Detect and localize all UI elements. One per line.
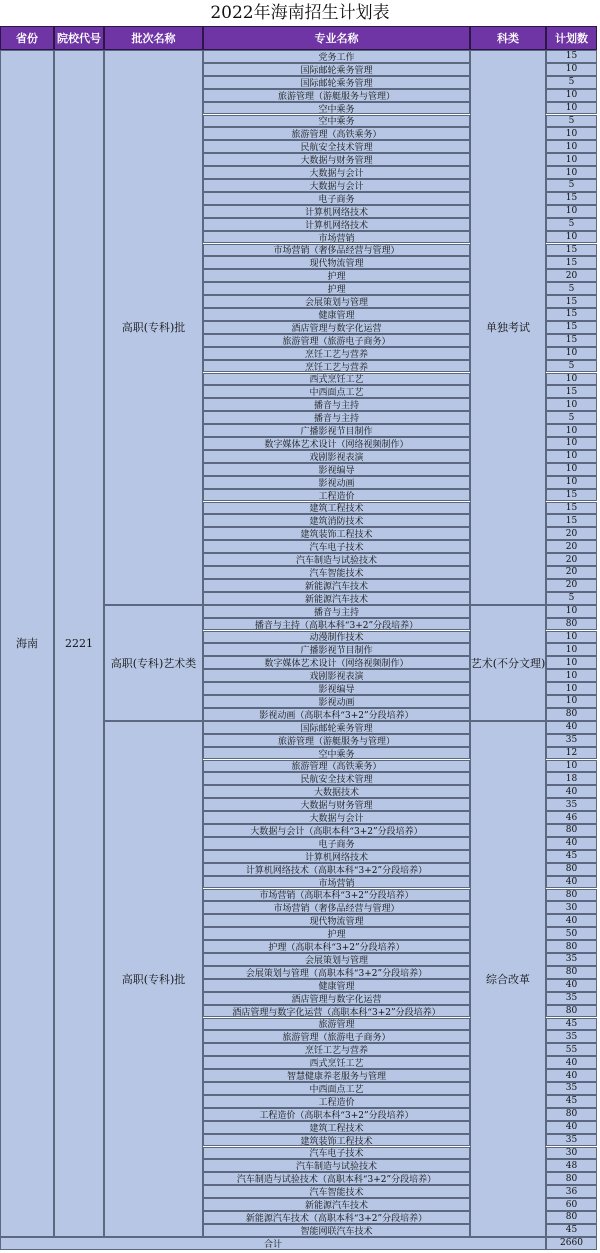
header-batch: 批次名称	[104, 26, 203, 50]
major-name-cell: 新能源汽车技术	[203, 1198, 470, 1211]
major-name-cell: 会展策划与管理	[203, 953, 470, 966]
plan-count-cell: 5	[546, 179, 597, 192]
major-name-cell: 戏剧影视表演	[203, 450, 470, 463]
plan-count-cell: 45	[546, 850, 597, 863]
plan-count-cell: 80	[546, 1172, 597, 1185]
plan-count-cell: 46	[546, 811, 597, 824]
major-name-cell: 旅游管理（游艇服务与管理）	[203, 734, 470, 747]
plan-count-cell: 35	[546, 1082, 597, 1095]
plan-count-cell: 80	[546, 618, 597, 631]
plan-count-cell: 10	[546, 760, 597, 773]
plan-count-cell: 40	[546, 785, 597, 798]
major-name-cell: 汽车制造与试验技术（高职本科“3+2”分段培养）	[203, 1172, 470, 1185]
plan-count-cell: 10	[546, 153, 597, 166]
plan-count-cell: 10	[546, 373, 597, 386]
plan-count-cell: 20	[546, 540, 597, 553]
plan-count-cell: 35	[546, 1030, 597, 1043]
plan-count-cell: 10	[546, 424, 597, 437]
major-name-cell: 汽车智能技术	[203, 1185, 470, 1198]
major-name-cell: 建筑装饰工程技术	[203, 1134, 470, 1147]
major-name-cell: 大数据与会计	[203, 811, 470, 824]
major-name-cell: 大数据技术	[203, 785, 470, 798]
major-name-cell: 汽车制造与试验技术	[203, 553, 470, 566]
province-cell: 海南	[0, 50, 54, 1237]
plan-count-cell: 20	[546, 566, 597, 579]
major-name-cell: 大数据与财务管理	[203, 153, 470, 166]
plan-count-cell: 35	[546, 992, 597, 1005]
major-name-cell: 播音与主持（高职本科“3+2”分段培养）	[203, 618, 470, 631]
plan-count-cell: 5	[546, 360, 597, 373]
plan-count-cell: 35	[546, 798, 597, 811]
plan-count-cell: 45	[546, 1224, 597, 1237]
major-name-cell: 工程造价	[203, 489, 470, 502]
major-name-cell: 市场营销	[203, 876, 470, 889]
major-name-cell: 酒店管理与数字化运营	[203, 321, 470, 334]
plan-count-cell: 80	[546, 863, 597, 876]
major-name-cell: 计算机网络技术	[203, 205, 470, 218]
major-name-cell: 现代物流管理	[203, 256, 470, 269]
major-name-cell: 影视动画	[203, 695, 470, 708]
major-name-cell: 烹饪工艺与营养	[203, 360, 470, 373]
major-name-cell: 民航安全技术管理	[203, 140, 470, 153]
plan-count-cell: 10	[546, 695, 597, 708]
major-name-cell: 电子商务	[203, 192, 470, 205]
major-name-cell: 现代物流管理	[203, 914, 470, 927]
plan-count-cell: 5	[546, 76, 597, 89]
plan-count-cell: 5	[546, 115, 597, 128]
plan-count-cell: 40	[546, 876, 597, 889]
plan-count-cell: 15	[546, 502, 597, 515]
major-name-cell: 汽车制造与试验技术	[203, 1159, 470, 1172]
category-cell: 艺术(不分文理)	[470, 605, 546, 721]
major-name-cell: 智能网联汽车技术	[203, 1224, 470, 1237]
plan-count-cell: 15	[546, 385, 597, 398]
major-name-cell: 健康管理	[203, 979, 470, 992]
major-name-cell: 播音与主持	[203, 605, 470, 618]
category-cell: 综合改革	[470, 721, 546, 1237]
plan-count-cell: 40	[546, 1056, 597, 1069]
plan-count-cell: 15	[546, 50, 597, 63]
major-name-cell: 新能源汽车技术（高职本科“3+2”分段培养）	[203, 1211, 470, 1224]
plan-count-cell: 10	[546, 631, 597, 644]
major-name-cell: 市场营销（高职本科“3+2”分段培养）	[203, 889, 470, 902]
major-name-cell: 旅游管理（高铁乘务）	[203, 760, 470, 773]
plan-count-cell: 36	[546, 1185, 597, 1198]
plan-count-cell: 40	[546, 1069, 597, 1082]
major-name-cell: 大数据与会计	[203, 166, 470, 179]
header-major: 专业名称	[203, 26, 470, 50]
plan-count-cell: 15	[546, 244, 597, 257]
plan-count-cell: 15	[546, 295, 597, 308]
plan-count-cell: 40	[546, 1121, 597, 1134]
plan-count-cell: 10	[546, 231, 597, 244]
header-plan-count: 计划数	[546, 26, 597, 50]
major-name-cell: 国际邮轮乘务管理	[203, 721, 470, 734]
major-name-cell: 播音与主持	[203, 398, 470, 411]
plan-count-cell: 10	[546, 347, 597, 360]
major-name-cell: 党务工作	[203, 50, 470, 63]
major-name-cell: 国际邮轮乘务管理	[203, 63, 470, 76]
plan-count-cell: 10	[546, 437, 597, 450]
plan-count-cell: 50	[546, 927, 597, 940]
plan-count-cell: 45	[546, 1095, 597, 1108]
major-name-cell: 旅游管理（旅游电子商务）	[203, 1030, 470, 1043]
major-name-cell: 建筑工程技术	[203, 502, 470, 515]
plan-count-cell: 10	[546, 669, 597, 682]
major-name-cell: 会展策划与管理（高职本科“3+2”分段培养）	[203, 966, 470, 979]
plan-count-cell: 10	[546, 140, 597, 153]
major-name-cell: 智慧健康养老服务与管理	[203, 1069, 470, 1082]
plan-count-cell: 80	[546, 824, 597, 837]
plan-count-cell: 30	[546, 1147, 597, 1160]
major-name-cell: 动漫制作技术	[203, 631, 470, 644]
major-name-cell: 影视编导	[203, 463, 470, 476]
plan-count-cell: 10	[546, 450, 597, 463]
major-name-cell: 数字媒体艺术设计（网络视频制作）	[203, 437, 470, 450]
plan-count-cell: 10	[546, 63, 597, 76]
major-name-cell: 中西面点工艺	[203, 1082, 470, 1095]
plan-count-cell: 10	[546, 476, 597, 489]
school-code-cell: 2221	[54, 50, 104, 1237]
major-name-cell: 广播影视节目制作	[203, 643, 470, 656]
major-name-cell: 汽车电子技术	[203, 540, 470, 553]
plan-count-cell: 5	[546, 218, 597, 231]
major-name-cell: 戏剧影视表演	[203, 669, 470, 682]
plan-count-cell: 20	[546, 269, 597, 282]
major-name-cell: 空中乘务	[203, 747, 470, 760]
plan-count-cell: 80	[546, 1005, 597, 1018]
major-name-cell: 大数据与会计	[203, 179, 470, 192]
plan-count-cell: 10	[546, 205, 597, 218]
major-name-cell: 计算机网络技术	[203, 850, 470, 863]
major-name-cell: 新能源汽车技术	[203, 592, 470, 605]
major-name-cell: 国际邮轮乘务管理	[203, 76, 470, 89]
plan-count-cell: 35	[546, 1134, 597, 1147]
major-name-cell: 汽车电子技术	[203, 1147, 470, 1160]
plan-count-cell: 5	[546, 411, 597, 424]
major-name-cell: 酒店管理与数字化运营	[203, 992, 470, 1005]
header-category: 科类	[470, 26, 546, 50]
major-name-cell: 汽车智能技术	[203, 566, 470, 579]
major-name-cell: 烹饪工艺与营养	[203, 1043, 470, 1056]
major-name-cell: 工程造价（高职本科“3+2”分段培养）	[203, 1108, 470, 1121]
plan-count-cell: 15	[546, 256, 597, 269]
major-name-cell: 新能源汽车技术	[203, 579, 470, 592]
major-name-cell: 工程造价	[203, 1095, 470, 1108]
category-cell: 单独考试	[470, 50, 546, 605]
plan-count-cell: 20	[546, 579, 597, 592]
major-name-cell: 影视动画	[203, 476, 470, 489]
total-label: 合计	[0, 1237, 546, 1250]
plan-count-cell: 15	[546, 514, 597, 527]
major-name-cell: 烹饪工艺与营养	[203, 347, 470, 360]
plan-count-cell: 40	[546, 721, 597, 734]
plan-count-cell: 10	[546, 166, 597, 179]
major-name-cell: 酒店管理与数字化运营（高职本科“3+2”分段培养）	[203, 1005, 470, 1018]
plan-count-cell: 10	[546, 127, 597, 140]
plan-count-cell: 60	[546, 1198, 597, 1211]
major-name-cell: 护理（高职本科“3+2”分段培养）	[203, 940, 470, 953]
plan-count-cell: 30	[546, 901, 597, 914]
major-name-cell: 民航安全技术管理	[203, 772, 470, 785]
major-name-cell: 旅游管理（游艇服务与管理）	[203, 89, 470, 102]
major-name-cell: 护理	[203, 927, 470, 940]
major-name-cell: 建筑工程技术	[203, 1121, 470, 1134]
plan-count-cell: 80	[546, 1211, 597, 1224]
plan-count-cell: 5	[546, 592, 597, 605]
major-name-cell: 西式烹饪工艺	[203, 1056, 470, 1069]
plan-count-cell: 80	[546, 940, 597, 953]
plan-count-cell: 15	[546, 308, 597, 321]
major-name-cell: 数字媒体艺术设计（网络视频制作）	[203, 656, 470, 669]
plan-count-cell: 10	[546, 682, 597, 695]
plan-count-cell: 35	[546, 734, 597, 747]
major-name-cell: 旅游管理（高铁乘务）	[203, 127, 470, 140]
major-name-cell: 会展策划与管理	[203, 295, 470, 308]
plan-count-cell: 20	[546, 553, 597, 566]
plan-count-cell: 18	[546, 772, 597, 785]
plan-count-cell: 80	[546, 708, 597, 721]
plan-count-cell: 10	[546, 656, 597, 669]
major-name-cell: 影视动画（高职本科“3+2”分段培养）	[203, 708, 470, 721]
total-value: 2660	[546, 1237, 597, 1250]
plan-count-cell: 12	[546, 747, 597, 760]
major-name-cell: 西式烹饪工艺	[203, 373, 470, 386]
major-name-cell: 影视编导	[203, 682, 470, 695]
plan-count-cell: 15	[546, 192, 597, 205]
major-name-cell: 电子商务	[203, 837, 470, 850]
major-name-cell: 空中乘务	[203, 102, 470, 115]
major-name-cell: 旅游管理（旅游电子商务）	[203, 334, 470, 347]
batch-name-cell: 高职(专科)艺术类	[104, 605, 203, 721]
plan-count-cell: 35	[546, 953, 597, 966]
major-name-cell: 护理	[203, 269, 470, 282]
major-name-cell: 计算机网络技术（高职本科“3+2”分段培养）	[203, 863, 470, 876]
plan-count-cell: 5	[546, 282, 597, 295]
major-name-cell: 大数据与财务管理	[203, 798, 470, 811]
major-name-cell: 计算机网络技术	[203, 218, 470, 231]
plan-count-cell: 40	[546, 914, 597, 927]
plan-count-cell: 10	[546, 643, 597, 656]
plan-count-cell: 15	[546, 321, 597, 334]
major-name-cell: 市场营销（奢侈品经营与管理）	[203, 244, 470, 257]
major-name-cell: 播音与主持	[203, 411, 470, 424]
major-name-cell: 护理	[203, 282, 470, 295]
plan-count-cell: 15	[546, 489, 597, 502]
batch-name-cell: 高职(专科)批	[104, 721, 203, 1237]
plan-count-cell: 40	[546, 979, 597, 992]
plan-count-cell: 10	[546, 89, 597, 102]
plan-count-cell: 80	[546, 889, 597, 902]
plan-count-cell: 10	[546, 605, 597, 618]
plan-count-cell: 10	[546, 463, 597, 476]
plan-count-cell: 80	[546, 966, 597, 979]
plan-count-cell: 20	[546, 527, 597, 540]
plan-count-cell: 80	[546, 1108, 597, 1121]
plan-count-cell: 45	[546, 1018, 597, 1031]
major-name-cell: 旅游管理	[203, 1018, 470, 1031]
major-name-cell: 大数据与会计（高职本科“3+2”分段培养）	[203, 824, 470, 837]
plan-count-cell: 40	[546, 837, 597, 850]
batch-name-cell: 高职(专科)批	[104, 50, 203, 605]
plan-count-cell: 10	[546, 398, 597, 411]
major-name-cell: 建筑装饰工程技术	[203, 527, 470, 540]
major-name-cell: 市场营销（奢侈品经营与管理）	[203, 901, 470, 914]
header-province: 省份	[0, 26, 54, 50]
major-name-cell: 市场营销	[203, 231, 470, 244]
plan-count-cell: 48	[546, 1159, 597, 1172]
major-name-cell: 中西面点工艺	[203, 385, 470, 398]
page-title: 2022年海南招生计划表	[210, 3, 390, 23]
plan-count-cell: 10	[546, 102, 597, 115]
plan-count-cell: 55	[546, 1043, 597, 1056]
header-school-code: 院校代号	[54, 26, 104, 50]
major-name-cell: 健康管理	[203, 308, 470, 321]
major-name-cell: 建筑消防技术	[203, 514, 470, 527]
major-name-cell: 空中乘务	[203, 115, 470, 128]
major-name-cell: 广播影视节目制作	[203, 424, 470, 437]
plan-count-cell: 15	[546, 334, 597, 347]
